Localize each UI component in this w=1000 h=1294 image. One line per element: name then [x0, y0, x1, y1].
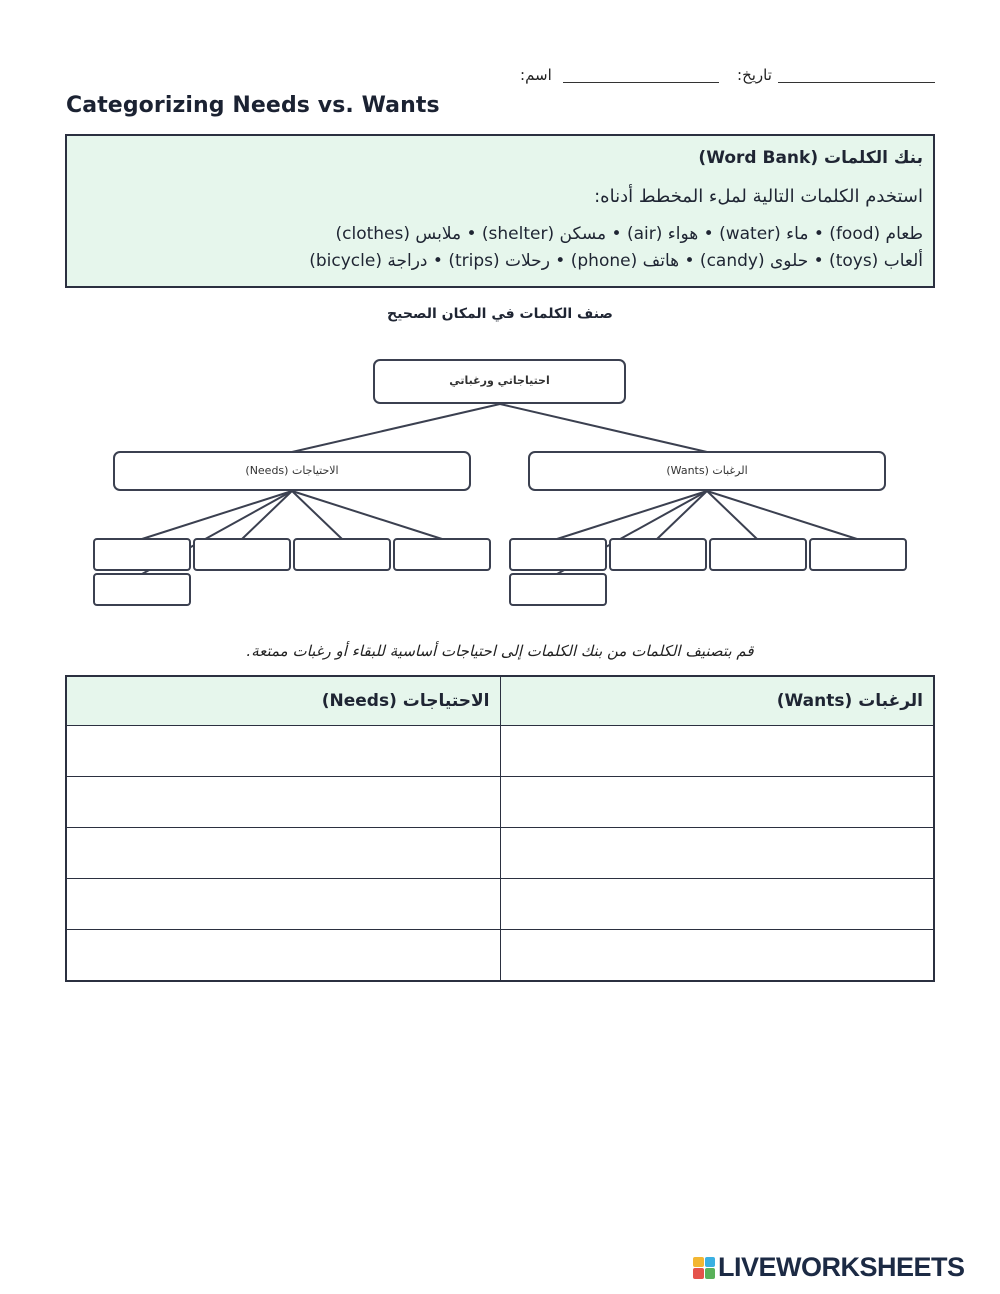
word-bank-words-line-2: ألعاب (toys) • حلوى (candy) • هاتف (phone) • رحلات (trips) • دراجة (bicycle) — [309, 251, 923, 271]
name-field[interactable] — [563, 82, 719, 83]
table-row — [66, 879, 934, 930]
table-row — [66, 726, 934, 777]
diagram-heading: صنف الكلمات في المكان الصحيح — [387, 306, 613, 322]
logo-square — [693, 1257, 704, 1268]
word-bank-words-line-1: طعام (food) • ماء (water) • هواء (air) • مسكن (shelter) • ملابس (clothes) — [335, 224, 923, 244]
table-row — [66, 930, 934, 982]
page-title: Categorizing Needs vs. Wants — [66, 93, 440, 118]
connector-line — [292, 491, 442, 539]
header-row — [0, 66, 935, 90]
wants-answer-box — [510, 574, 606, 605]
connector-line — [292, 404, 500, 452]
needs-cell[interactable] — [66, 930, 500, 982]
wants-cell[interactable] — [500, 726, 934, 777]
needs-answer-box — [94, 574, 190, 605]
wants-answer-box — [610, 539, 706, 570]
table-row — [66, 777, 934, 828]
needs-answer-box — [94, 539, 190, 570]
sorting-table-wrapper — [65, 675, 935, 982]
logo-icon — [693, 1257, 715, 1279]
needs-answer-box — [294, 539, 390, 570]
wants-answer-box — [510, 539, 606, 570]
liveworksheets-logo — [693, 1252, 965, 1283]
needs-cell[interactable] — [66, 777, 500, 828]
wants-cell[interactable] — [500, 879, 934, 930]
wants-cell[interactable] — [500, 828, 934, 879]
wants-cell[interactable] — [500, 777, 934, 828]
wants-node-label: الرغبات (Wants) — [666, 464, 748, 477]
root-node-label: احتياجاتي ورغباتي — [449, 374, 550, 387]
logo-square — [705, 1257, 716, 1268]
sorting-instruction: قم بتصنيف الكلمات من بنك الكلمات إلى احتياجات أساسية للبقاء أو رغبات ممتعة. — [246, 642, 754, 660]
table-header-row — [66, 676, 934, 726]
logo-square — [705, 1268, 716, 1279]
name-label: :اسم — [520, 66, 552, 84]
needs-node-label: الاحتياجات (Needs) — [245, 464, 339, 477]
needs-answer-box — [394, 539, 490, 570]
wants-column-header: الرغبات (Wants) — [500, 676, 934, 726]
needs-cell[interactable] — [66, 828, 500, 879]
date-label: :تاريخ — [737, 66, 772, 84]
date-field[interactable] — [778, 82, 935, 83]
sorting-table — [65, 675, 935, 982]
needs-cell[interactable] — [66, 726, 500, 777]
wants-cell[interactable] — [500, 930, 934, 982]
logo-text: LIVEWORKSHEETS — [718, 1252, 965, 1282]
needs-cell[interactable] — [66, 879, 500, 930]
word-bank-title: بنك الكلمات (Word Bank) — [698, 148, 923, 168]
tree-diagram-svg — [90, 355, 910, 610]
tree-diagram — [90, 355, 910, 610]
needs-column-header: الاحتياجات (Needs) — [66, 676, 500, 726]
word-bank — [65, 134, 935, 288]
connector-line — [707, 491, 857, 539]
table-row — [66, 828, 934, 879]
wants-answer-box — [710, 539, 806, 570]
needs-answer-box — [194, 539, 290, 570]
logo-square — [693, 1268, 704, 1279]
word-bank-instruction: استخدم الكلمات التالية لملء المخطط أدناه: — [594, 186, 923, 207]
connector-line — [500, 404, 707, 452]
wants-answer-box — [810, 539, 906, 570]
